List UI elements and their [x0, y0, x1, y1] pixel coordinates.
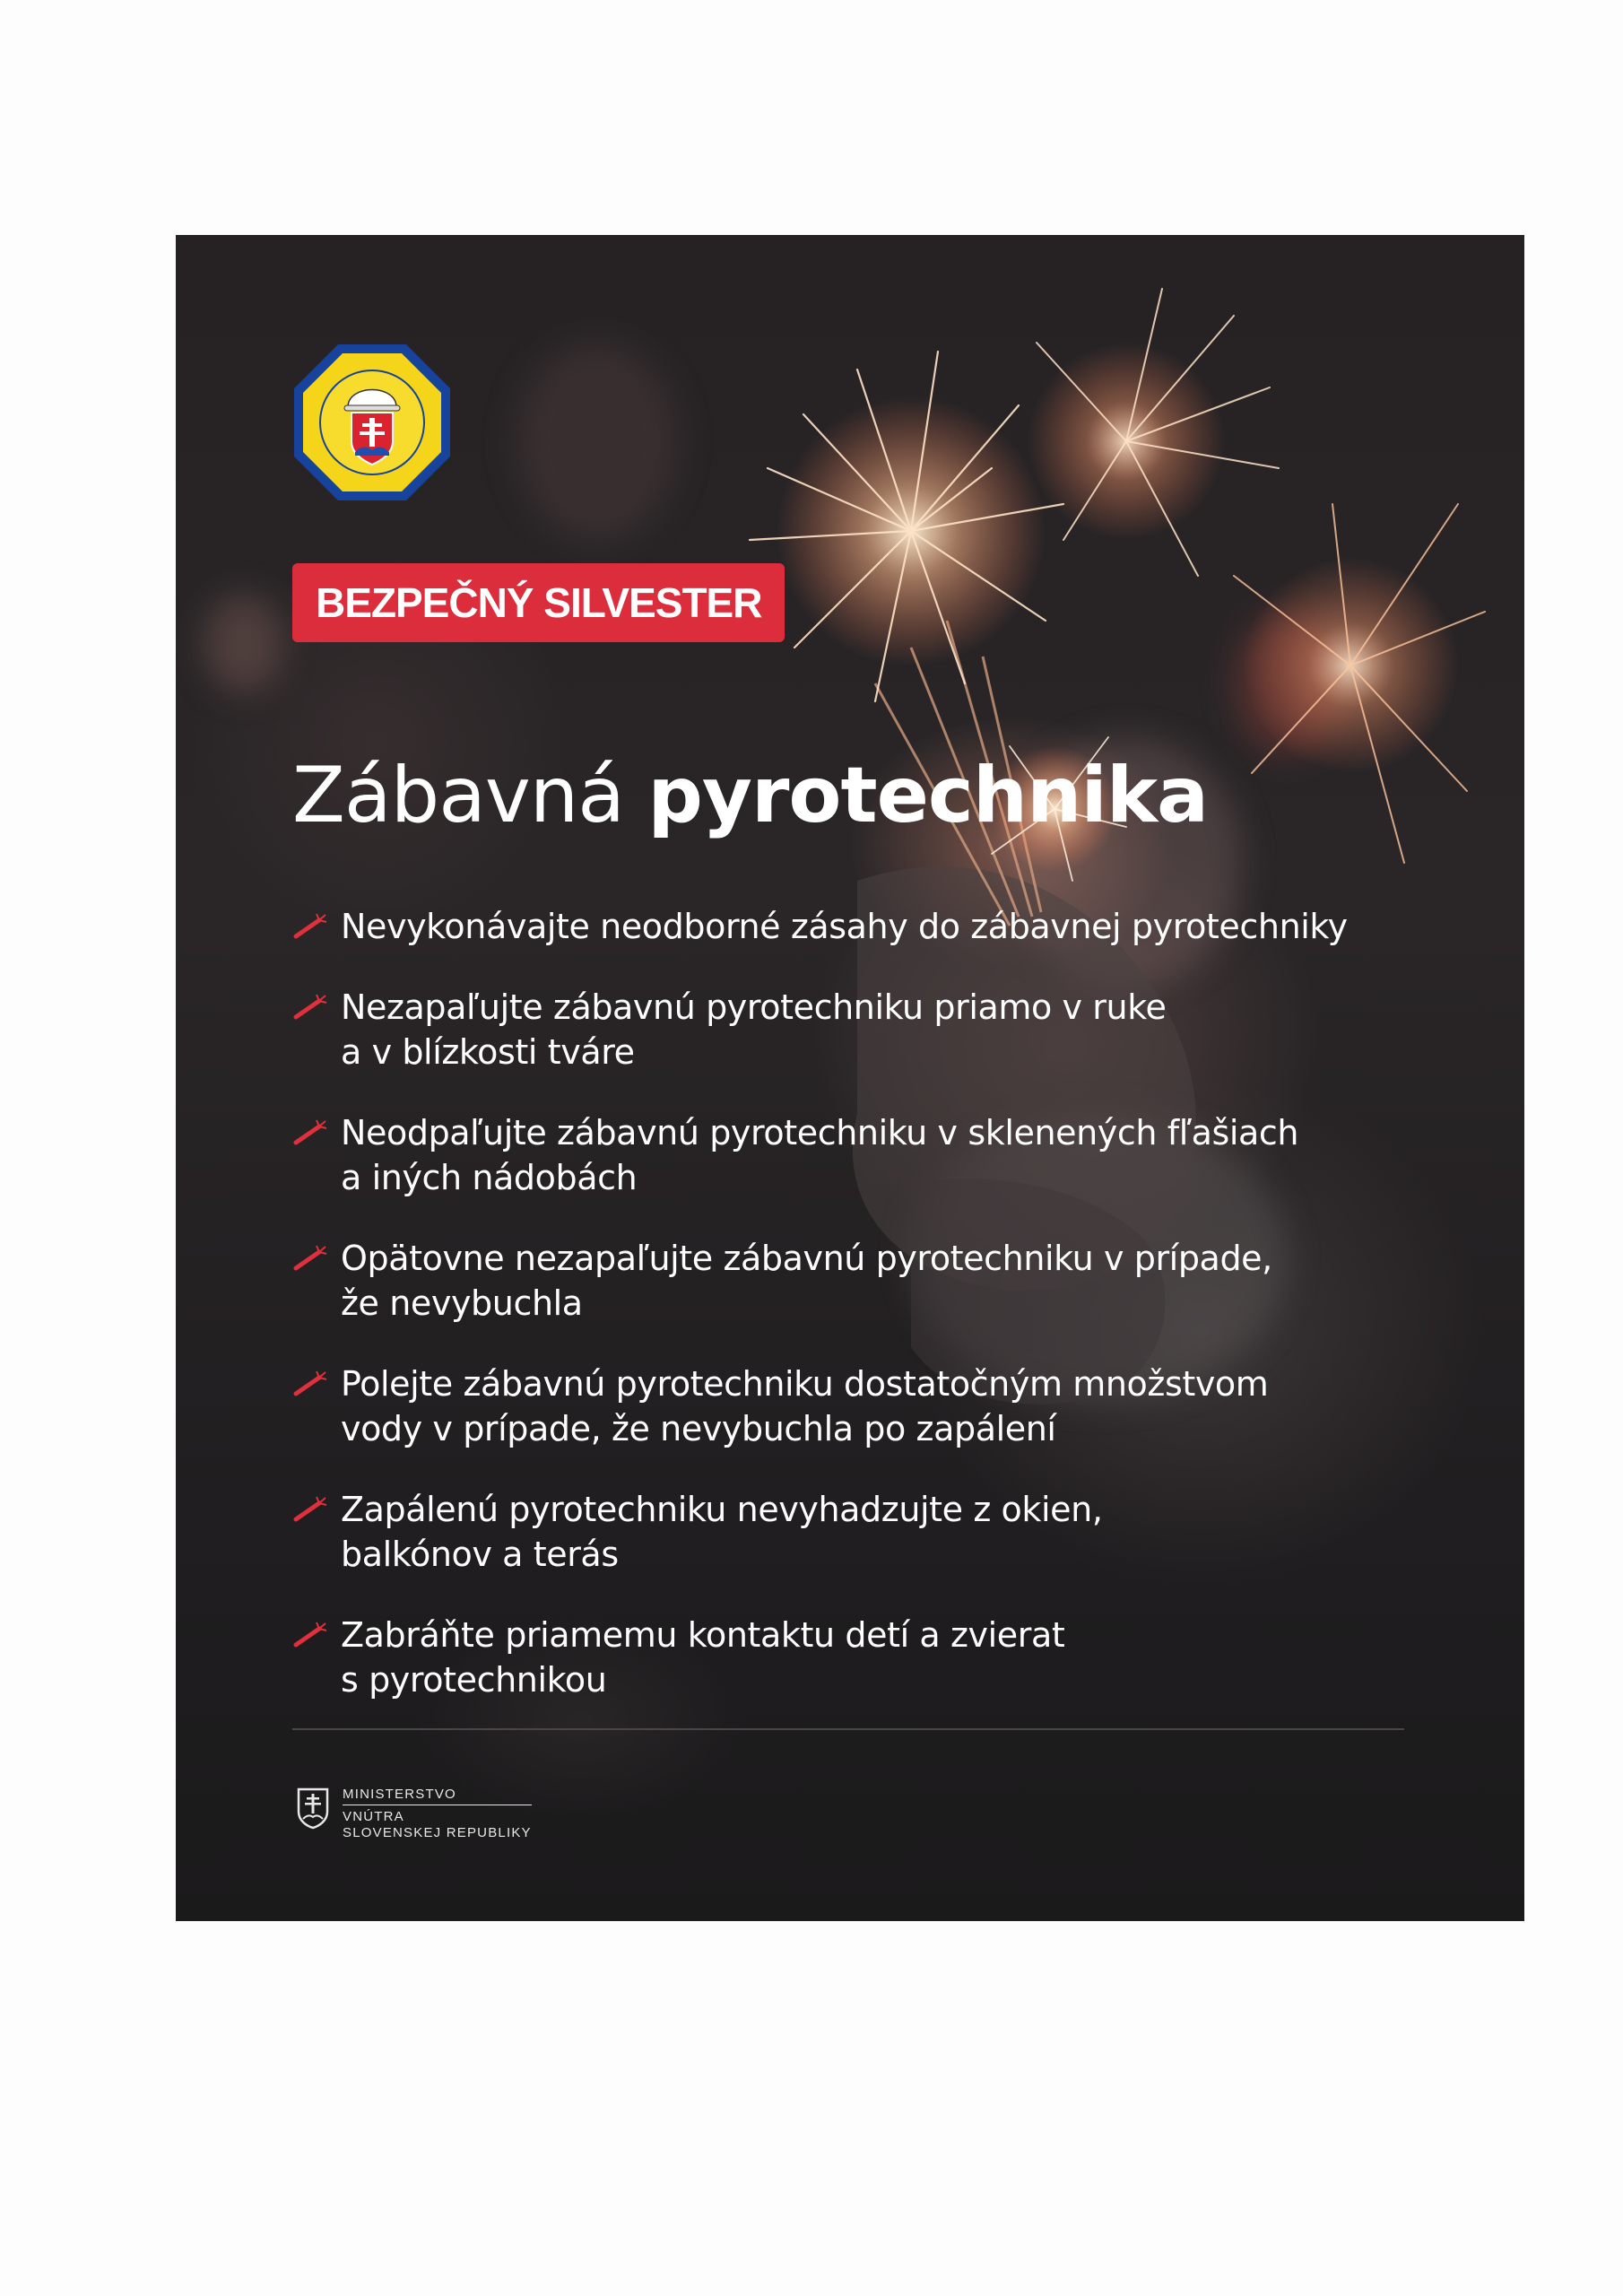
list-item-text: Zabráňte priamemu kontaktu detí a zvierat s pyrotechnikou	[341, 1615, 1065, 1700]
list-item-text: Opätovne nezapaľujte zábavnú pyrotechniku v prípade, že nevybuchla	[341, 1239, 1272, 1323]
topic-badge	[292, 563, 785, 642]
list-item	[292, 1613, 1458, 1702]
list-item	[292, 985, 1458, 1074]
sparkler-bullet-icon	[292, 994, 328, 1021]
ministry-line1: MINISTERSTVO	[343, 1787, 532, 1805]
list-item-text: Polejte zábavnú pyrotechniku dostatočným množstvom vody v prípade, že nevybuchla po zapálení	[341, 1364, 1269, 1448]
poster-title	[292, 751, 1208, 840]
list-item	[292, 904, 1458, 949]
list-item	[292, 1487, 1458, 1577]
sparkler-bullet-icon	[292, 1622, 328, 1648]
list-item-text: Nezapaľujte zábavnú pyrotechniku priamo v ruke a v blízkosti tváre	[341, 987, 1167, 1072]
sparkler-bullet-icon	[292, 1119, 328, 1146]
safety-poster	[176, 235, 1524, 1921]
fire-rescue-corps-emblem-icon	[291, 341, 454, 504]
poster-title-regular: Zábavná	[292, 751, 625, 840]
sparkler-bullet-icon	[292, 1370, 328, 1397]
slovak-coat-of-arms-icon	[296, 1787, 330, 1830]
list-item	[292, 1236, 1458, 1326]
sparkler-bullet-icon	[292, 1245, 328, 1272]
ministry-logo	[296, 1787, 532, 1841]
ministry-line2: VNÚTRA	[343, 1809, 404, 1824]
ministry-line3: SLOVENSKEJ REPUBLIKY	[343, 1825, 532, 1840]
poster-title-bold: pyrotechnika	[647, 751, 1209, 840]
list-item	[292, 1361, 1458, 1451]
list-item-text: Neodpaľujte zábavnú pyrotechniku v sklenených fľašiach a iných nádobách	[341, 1113, 1299, 1197]
topic-badge-label: BEZPEČNÝ SILVESTER	[316, 579, 762, 626]
list-item-text: Zapálenú pyrotechniku nevyhadzujte z okien, balkónov a terás	[341, 1490, 1103, 1574]
list-item-text: Nevykonávajte neodborné zásahy do zábavnej pyrotechniky	[341, 907, 1348, 946]
sparkler-bullet-icon	[292, 913, 328, 940]
safety-rules-list	[292, 904, 1458, 1738]
footer-divider	[292, 1728, 1404, 1730]
sparkler-bullet-icon	[292, 1496, 328, 1523]
ministry-name	[343, 1787, 532, 1841]
list-item	[292, 1110, 1458, 1200]
